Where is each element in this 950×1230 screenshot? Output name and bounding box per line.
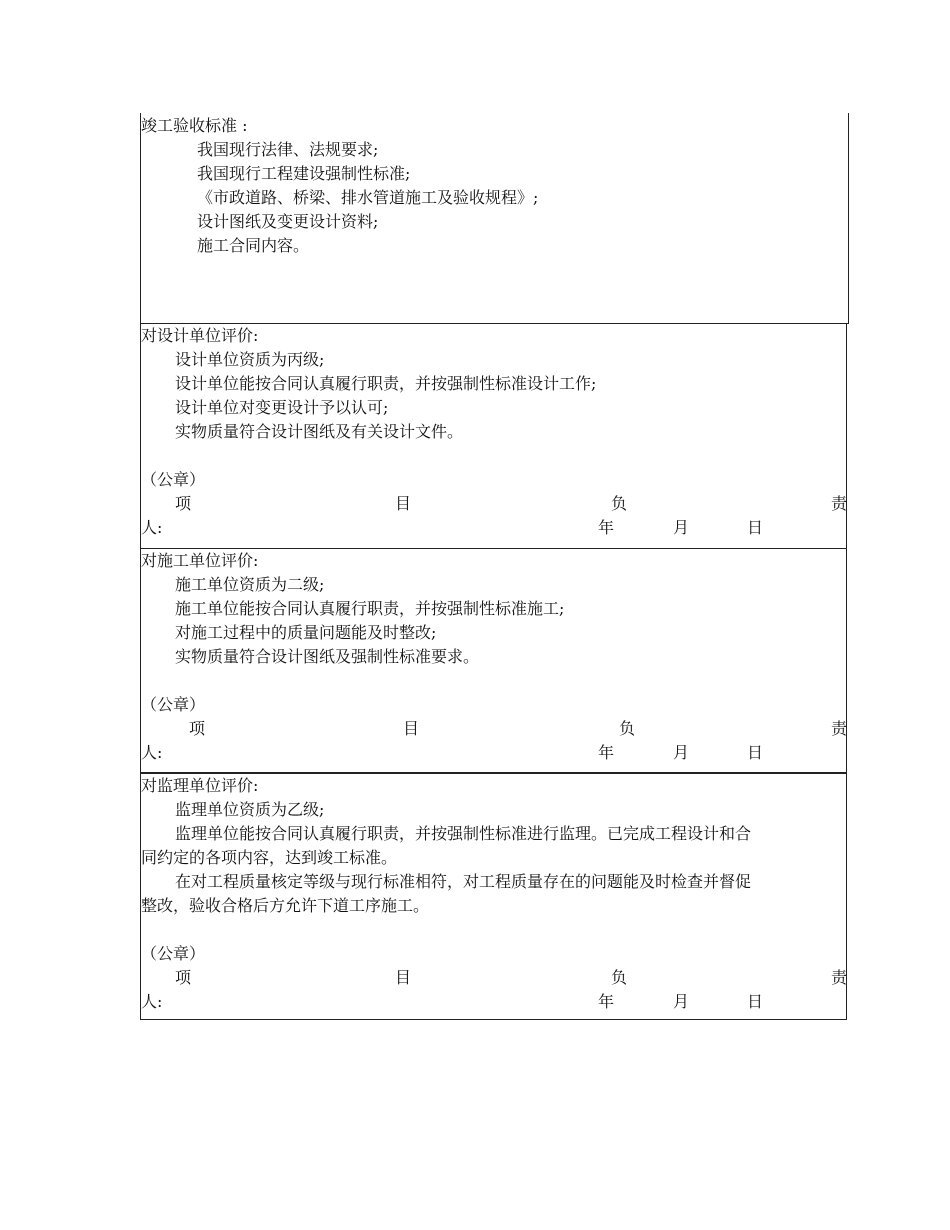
signature-person-label: 人:: [141, 743, 163, 762]
construction-item: 施工单位能按合同认真履行职责，并按强制性标准施工;: [175, 599, 565, 618]
acceptance-standards-section: [140, 113, 849, 324]
signature-char: 项: [175, 968, 192, 987]
design-item: 设计单位资质为丙级;: [175, 350, 325, 369]
design-heading: 对设计单位评价:: [141, 326, 259, 345]
supervision-heading: 对监理单位评价:: [141, 776, 259, 795]
supervision-unit-evaluation-section: [140, 773, 847, 1020]
acceptance-heading: 竣工验收标准 :: [141, 116, 248, 135]
signature-char: 责: [831, 494, 848, 513]
construction-unit-evaluation-section: [140, 548, 847, 774]
acceptance-item: 施工合同内容。: [197, 236, 310, 255]
seal-label: （公章）: [141, 695, 206, 714]
construction-item: 施工单位资质为二级;: [175, 575, 325, 594]
signature-char: 项: [189, 719, 206, 738]
signature-char: 负: [619, 719, 636, 738]
date-day-label: 日: [747, 518, 764, 537]
seal-label: （公章）: [141, 470, 206, 489]
signature-char: 目: [395, 494, 412, 513]
supervision-line: 整改，验收合格后方允许下道工序施工。: [141, 896, 430, 915]
signature-char: 负: [611, 494, 628, 513]
construction-heading: 对施工单位评价:: [141, 551, 259, 570]
design-item: 设计单位能按合同认真履行职责，并按强制性标准设计工作;: [175, 374, 597, 393]
signature-char: 责: [831, 968, 848, 987]
design-unit-evaluation-section: [140, 323, 847, 549]
date-month-label: 月: [673, 518, 690, 537]
date-year-label: 年: [598, 518, 615, 537]
supervision-line: 监理单位能按合同认真履行职责，并按强制性标准进行监理。已完成工程设计和合: [175, 824, 752, 843]
supervision-line: 监理单位资质为乙级;: [175, 800, 325, 819]
date-day-label: 日: [747, 992, 764, 1011]
seal-label: （公章）: [141, 944, 206, 963]
construction-item: 实物质量符合设计图纸及强制性标准要求。: [175, 647, 480, 666]
acceptance-item: 《市政道路、桥梁、排水管道施工及验收规程》;: [197, 188, 539, 207]
signature-person-label: 人:: [141, 518, 163, 537]
date-year-label: 年: [598, 992, 615, 1011]
supervision-line: 在对工程质量核定等级与现行标准相符，对工程质量存在的问题能及时检查并督促: [175, 872, 752, 891]
date-month-label: 月: [673, 743, 690, 762]
acceptance-item: 我国现行工程建设强制性标准;: [197, 164, 411, 183]
design-item: 实物质量符合设计图纸及有关设计文件。: [175, 422, 464, 441]
date-month-label: 月: [673, 992, 690, 1011]
acceptance-item: 我国现行法律、法规要求;: [197, 140, 379, 159]
signature-char: 项: [175, 494, 192, 513]
signature-char: 目: [403, 719, 420, 738]
date-day-label: 日: [747, 743, 764, 762]
construction-item: 对施工过程中的质量问题能及时整改;: [175, 623, 437, 642]
signature-person-label: 人:: [141, 992, 163, 1011]
signature-char: 目: [395, 968, 412, 987]
signature-char: 负: [611, 968, 628, 987]
supervision-line: 同约定的各项内容，达到竣工标准。: [141, 848, 398, 867]
signature-char: 责: [831, 719, 848, 738]
design-item: 设计单位对变更设计予以认可;: [175, 398, 389, 417]
acceptance-item: 设计图纸及变更设计资料;: [197, 212, 379, 231]
date-year-label: 年: [598, 743, 615, 762]
